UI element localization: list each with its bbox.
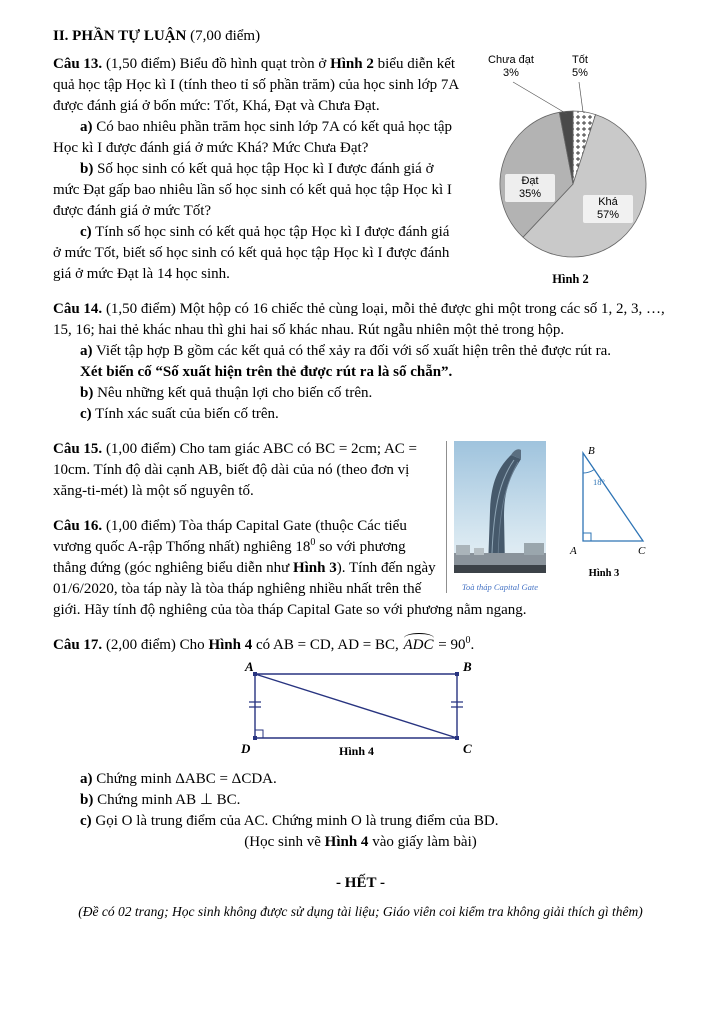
pie-label-chua-dat-pct: 3% xyxy=(503,67,519,79)
pie-chart-figure xyxy=(473,54,668,290)
building-right xyxy=(524,543,544,555)
q17-label: Câu 17. xyxy=(53,637,103,653)
q17-fig-ref: Hình 4 xyxy=(208,637,253,653)
pie-label-chua-dat xyxy=(479,54,543,80)
building-left xyxy=(456,545,470,555)
q17-t2: có AB = CD, AD = BC, xyxy=(252,637,403,653)
section-title xyxy=(53,26,668,47)
q14-part-b xyxy=(53,383,668,404)
q16-points: (1,00 điểm) xyxy=(102,518,180,534)
q17-part-b xyxy=(53,790,668,811)
q16-t1: Tòa tháp Capital Gate (thuộc Các tiểu vương quốc A-rập Thống nhất) nghiêng 18 xyxy=(53,518,407,555)
vertex-b-label: B xyxy=(588,445,595,457)
q13-c-label: c) xyxy=(80,224,92,240)
angle-label: 18° xyxy=(593,477,605,487)
foreground-strip xyxy=(454,565,546,573)
q17-t3: = 90 xyxy=(434,637,466,653)
q17-c-text: Gọi O là trung điểm của AC. Chứng minh O là trung điểm của BD. xyxy=(91,813,499,829)
triangle-lines xyxy=(583,453,643,541)
q17-b-text: Chứng minh AB ⊥ BC. xyxy=(93,792,241,808)
q14-intro-text: Một hộp có 16 chiếc thẻ cùng loại, mỗi thẻ được ghi một trong các số 1, 2, 3, …, 15, 16; hai thẻ khác nhau thì ghi hai số khác nhau. Rút ngẫu nhiên một thẻ trong hộp. xyxy=(53,301,665,338)
q17-note-post: vào giấy làm bài) xyxy=(368,834,477,850)
q17-part-c xyxy=(53,811,668,832)
pie-label-chua-dat-name: Chưa đạt xyxy=(488,54,534,66)
section-points: (7,00 điểm) xyxy=(186,28,261,44)
q14-b-label: b) xyxy=(80,385,94,401)
vertex-a-label: A xyxy=(570,545,577,557)
q15-points: (1,00 điểm) xyxy=(102,441,180,457)
question-14 xyxy=(53,299,668,425)
fig4-vertex-c: C xyxy=(462,741,472,756)
q14-c-label: c) xyxy=(80,406,92,422)
q14-b-text: Nêu những kết quả thuận lợi cho biến cố trên. xyxy=(93,385,373,401)
capital-gate-figure xyxy=(446,441,668,593)
q16-t3: ). Tính đến ngày 01/6/2020, tòa táp này là tòa tháp nghiêng nhiều nhất trên thế giới. Hãy tính độ nghiêng của tòa tháp Capital Gate so với phương nằm ngang. xyxy=(53,560,527,618)
figure-4 xyxy=(231,661,491,766)
rectangle-with-diagonal xyxy=(255,674,457,738)
q14-part-a xyxy=(53,341,668,362)
capital-gate-photo-image xyxy=(454,441,546,573)
q17-degree-sup: 0 xyxy=(465,635,471,646)
vertex-dot-c xyxy=(455,736,459,740)
q13-points: (1,50 điểm) xyxy=(102,56,180,72)
q16-label: Câu 16. xyxy=(53,518,103,534)
q15-body: Cho tam giác ABC có BC = 2cm; AC = 10cm. Tính độ dài cạnh AB, biết độ dài của nó (theo đơn vị xăng-ti-mét) là một số nguyên tố. xyxy=(53,441,418,499)
question-13 xyxy=(53,54,668,285)
q13-label: Câu 13. xyxy=(53,56,103,72)
q14-event-note xyxy=(53,362,668,383)
q17-intro xyxy=(53,635,668,656)
pie-label-tot-name: Tốt xyxy=(572,54,588,66)
q13-a-text: Có bao nhiêu phần trăm học sinh lớp 7A có kết quả học tập Học kì I được đánh giá ở mức Khá? Mức Chưa Đạt? xyxy=(53,119,453,156)
leader-line-tot xyxy=(579,82,583,112)
q14-part-c xyxy=(53,404,668,425)
capital-gate-photo xyxy=(454,441,546,593)
fig4-vertex-a: A xyxy=(244,661,254,674)
figure-3-caption: Hình 3 xyxy=(588,568,620,579)
q17-note-fig: Hình 4 xyxy=(324,834,369,850)
pie-label-kha xyxy=(583,195,633,223)
figure-3 xyxy=(553,441,655,580)
end-marker: - HẾT - xyxy=(336,875,385,891)
pie-label-dat-pct: 35% xyxy=(518,188,542,200)
pie-label-dat xyxy=(505,174,555,202)
capital-gate-photo-caption: Toà tháp Capital Gate xyxy=(462,582,538,592)
q13-intro-pre: Biểu đồ hình quạt tròn ở xyxy=(179,56,331,72)
q16-fig-ref: Hình 3 xyxy=(292,560,337,576)
pie-label-tot-pct: 5% xyxy=(572,67,588,79)
building-mid xyxy=(474,548,484,555)
q13-fig-ref: Hình 2 xyxy=(330,56,374,72)
fig4-vertex-b: B xyxy=(462,661,472,674)
q14-a-text: Viết tập hợp B gồm các kết quả có thể xảy ra đối với số xuất hiện trên thẻ được rút ra. xyxy=(92,343,612,359)
vertex-dot-b xyxy=(455,672,459,676)
q15-label: Câu 15. xyxy=(53,441,103,457)
q16-degree-sup: 0 xyxy=(310,537,316,548)
q17-points: (2,00 điểm) xyxy=(102,637,180,653)
q14-note-text: Xét biến cố “Số xuất hiện trên thẻ được rút ra là số chẵn”. xyxy=(80,364,453,380)
q13-b-text: Số học sinh có kết quả học tập Học kì I được đánh giá ở mức Đạt gấp bao nhiêu lần số học sinh có kết quả học tập Học kì I được đánh giá ở mức Tốt? xyxy=(53,161,452,219)
q14-a-label: a) xyxy=(80,343,93,359)
section-title-text: II. PHẦN TỰ LUẬN xyxy=(53,28,187,44)
q17-b-label: b) xyxy=(80,792,94,808)
pie-label-dat-name: Đạt xyxy=(521,175,539,187)
pie-label-kha-name: Khá xyxy=(598,196,618,208)
q17-c-label: c) xyxy=(80,813,92,829)
q17-part-a xyxy=(53,769,668,790)
q13-b-label: b) xyxy=(80,161,94,177)
q17-draw-note xyxy=(53,832,668,853)
angle-arc xyxy=(583,470,594,474)
right-angle-mark xyxy=(583,533,591,541)
q17-note-pre: (Học sinh vẽ xyxy=(244,834,325,850)
pie-label-tot xyxy=(563,54,597,80)
vertex-c-label: C xyxy=(638,545,646,557)
q14-points: (1,50 điểm) xyxy=(102,301,180,317)
question-17 xyxy=(53,635,668,853)
pie-chart xyxy=(473,54,668,272)
pie-label-kha-pct: 57% xyxy=(596,209,620,221)
q13-a-label: a) xyxy=(80,119,93,135)
q17-t1: Cho xyxy=(179,637,209,653)
q17-a-label: a) xyxy=(80,771,93,787)
fig4-vertex-d: D xyxy=(240,741,250,756)
vertex-dot-d xyxy=(253,736,257,740)
q14-c-text: Tính xác suất của biến cố trên. xyxy=(91,406,279,422)
figure-2-caption: Hình 2 xyxy=(552,272,589,286)
q17-t4: . xyxy=(470,637,475,653)
angle-adc-widehat: ADC xyxy=(403,635,435,656)
figure-4-diagram xyxy=(231,661,491,759)
leader-line-chua-dat xyxy=(513,82,567,114)
q13-intro-post: biểu diễn kết quả học tập Học kì I (tính theo tỉ số phần trăm) của học sinh lớp 7A được đánh giá ở bốn mức: Tốt, Khá, Đạt và Chưa Đạt. xyxy=(53,56,459,114)
q13-c-text: Tính số học sinh có kết quả học tập Học kì I được đánh giá ở mức Tốt, biết số học sinh có kết quả học tập Học kì I được đánh giá ở mức Đạt là 14 học sinh. xyxy=(53,224,450,282)
figure-3-diagram xyxy=(553,441,655,559)
q14-label: Câu 14. xyxy=(53,301,103,317)
q17-a-text: Chứng minh ΔABC = ΔCDA. xyxy=(92,771,277,787)
question-15-16-block xyxy=(53,439,668,621)
footer-note: (Đề có 02 trang; Học sinh không được sử dụng tài liệu; Giáo viên coi kiểm tra không giải thích gì thêm) xyxy=(78,904,643,919)
q16-t2: so với phương thẳng đứng (góc nghiêng biểu diễn như xyxy=(53,539,406,576)
q14-intro xyxy=(53,299,668,341)
figure-4-caption: Hình 4 xyxy=(338,744,374,758)
